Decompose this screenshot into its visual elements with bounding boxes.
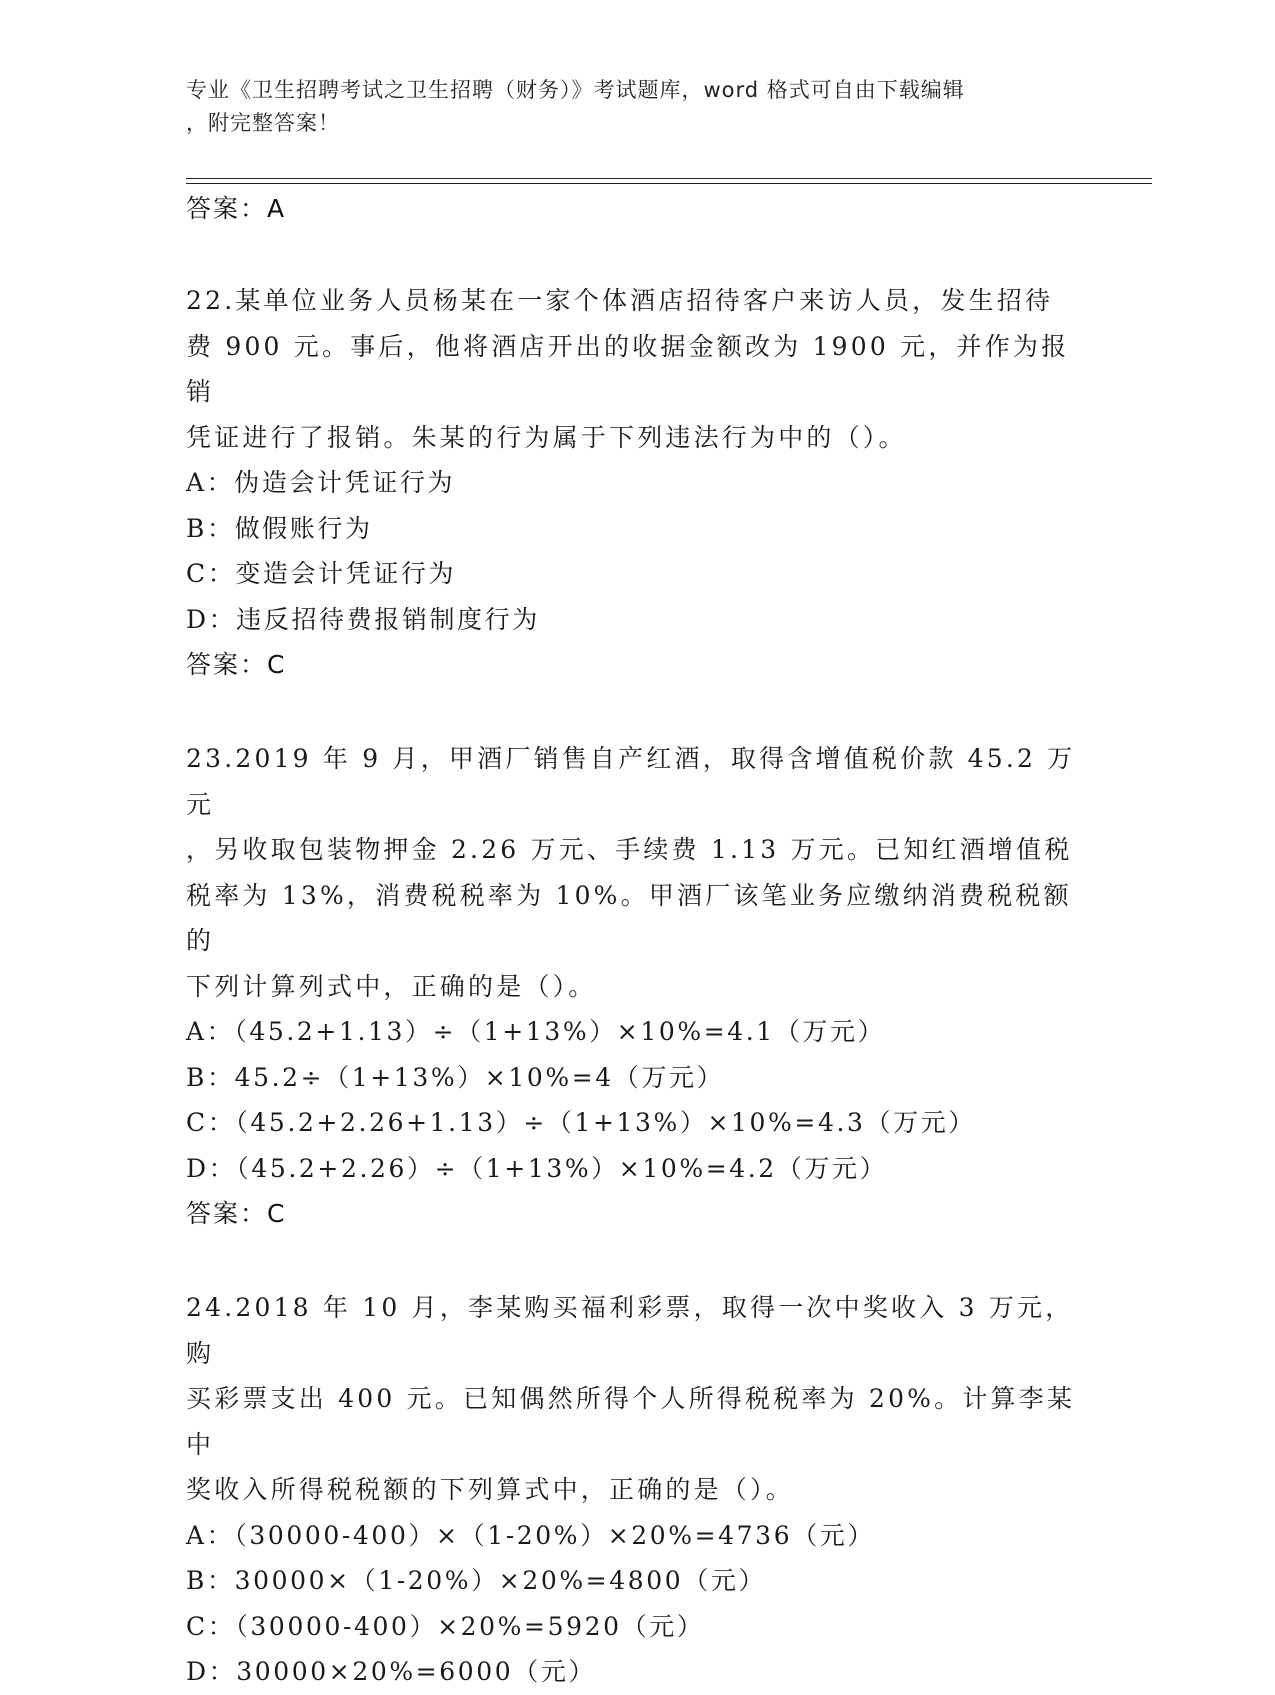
spacer [186,688,1086,736]
answer: 答案：C [186,650,287,679]
question-22 [186,278,1086,688]
question-line: 奖收入所得税税额的下列算式中，正确的是（）。 [186,1475,794,1504]
question-line: ，另收取包装物押金 2.26 万元、手续费 1.13 万元。已知红酒增值税 [186,835,1073,864]
header-rule-top [186,178,1152,179]
option-d: D：30000×20%=6000（元） [186,1657,597,1686]
option-c: C：变造会计凭证行为 [186,559,457,588]
document-body [186,186,1086,1695]
question-line: 税率为 13%，消费税税率为 10%。甲酒厂该笔业务应缴纳消费税税额的 [186,880,1072,955]
question-line: 22.某单位业务人员杨某在一家个体酒店招待客户来访人员，发生招待 [186,286,1054,315]
answer: 答案：C [186,1199,287,1228]
option-d: D：违反招待费报销制度行为 [186,604,540,634]
document-header [186,74,1066,140]
spacer [186,1237,1086,1285]
option-d: D：（45.2+2.26）÷（1+13%）×10%=4.2（万元） [186,1153,888,1183]
question-line: 买彩票支出 400 元。已知偶然所得个人所得税税率为 20%。计算李某中 [186,1384,1076,1459]
option-a: A：伪造会计凭证行为 [186,468,456,497]
option-a: A：（30000-400）×（1-20%）×20%=4736（元） [186,1520,875,1550]
previous-answer: 答案：A [186,194,287,223]
header-rule-bottom [186,183,1152,184]
header-line-1: 专业《卫生招聘考试之卫生招聘（财务）》考试题库，word 格式可自由下载编辑 [186,78,965,102]
option-c: C：（30000-400）×20%=5920（元） [186,1611,705,1641]
question-24 [186,1285,1086,1695]
question-line: 24.2018 年 10 月，李某购买福利彩票，取得一次中奖收入 3 万元，购 [186,1293,1074,1368]
question-line: 凭证进行了报销。朱某的行为属于下列违法行为中的（）。 [186,422,907,452]
question-line: 23.2019 年 9 月，甲酒厂销售自产红酒，取得含增值税价款 45.2 万元 [186,744,1076,819]
option-c: C：（45.2+2.26+1.13）÷（1+13%）×10%=4.3（万元） [186,1108,976,1137]
option-b: B：30000×（1-20%）×20%=4800（元） [186,1566,767,1595]
header-line-2: ，附完整答案！ [186,111,340,135]
option-b: B：做假账行为 [186,513,373,543]
question-23 [186,736,1086,1237]
option-b: B：45.2÷（1+13%）×10%=4（万元） [186,1062,725,1092]
question-line: 下列计算列式中，正确的是（）。 [186,971,597,1001]
question-line: 费 900 元。事后，他将酒店开出的收据金额改为 1900 元，并作为报销 [186,331,1070,406]
option-a: A：（45.2+1.13）÷（1+13%）×10%=4.1（万元） [186,1017,886,1046]
